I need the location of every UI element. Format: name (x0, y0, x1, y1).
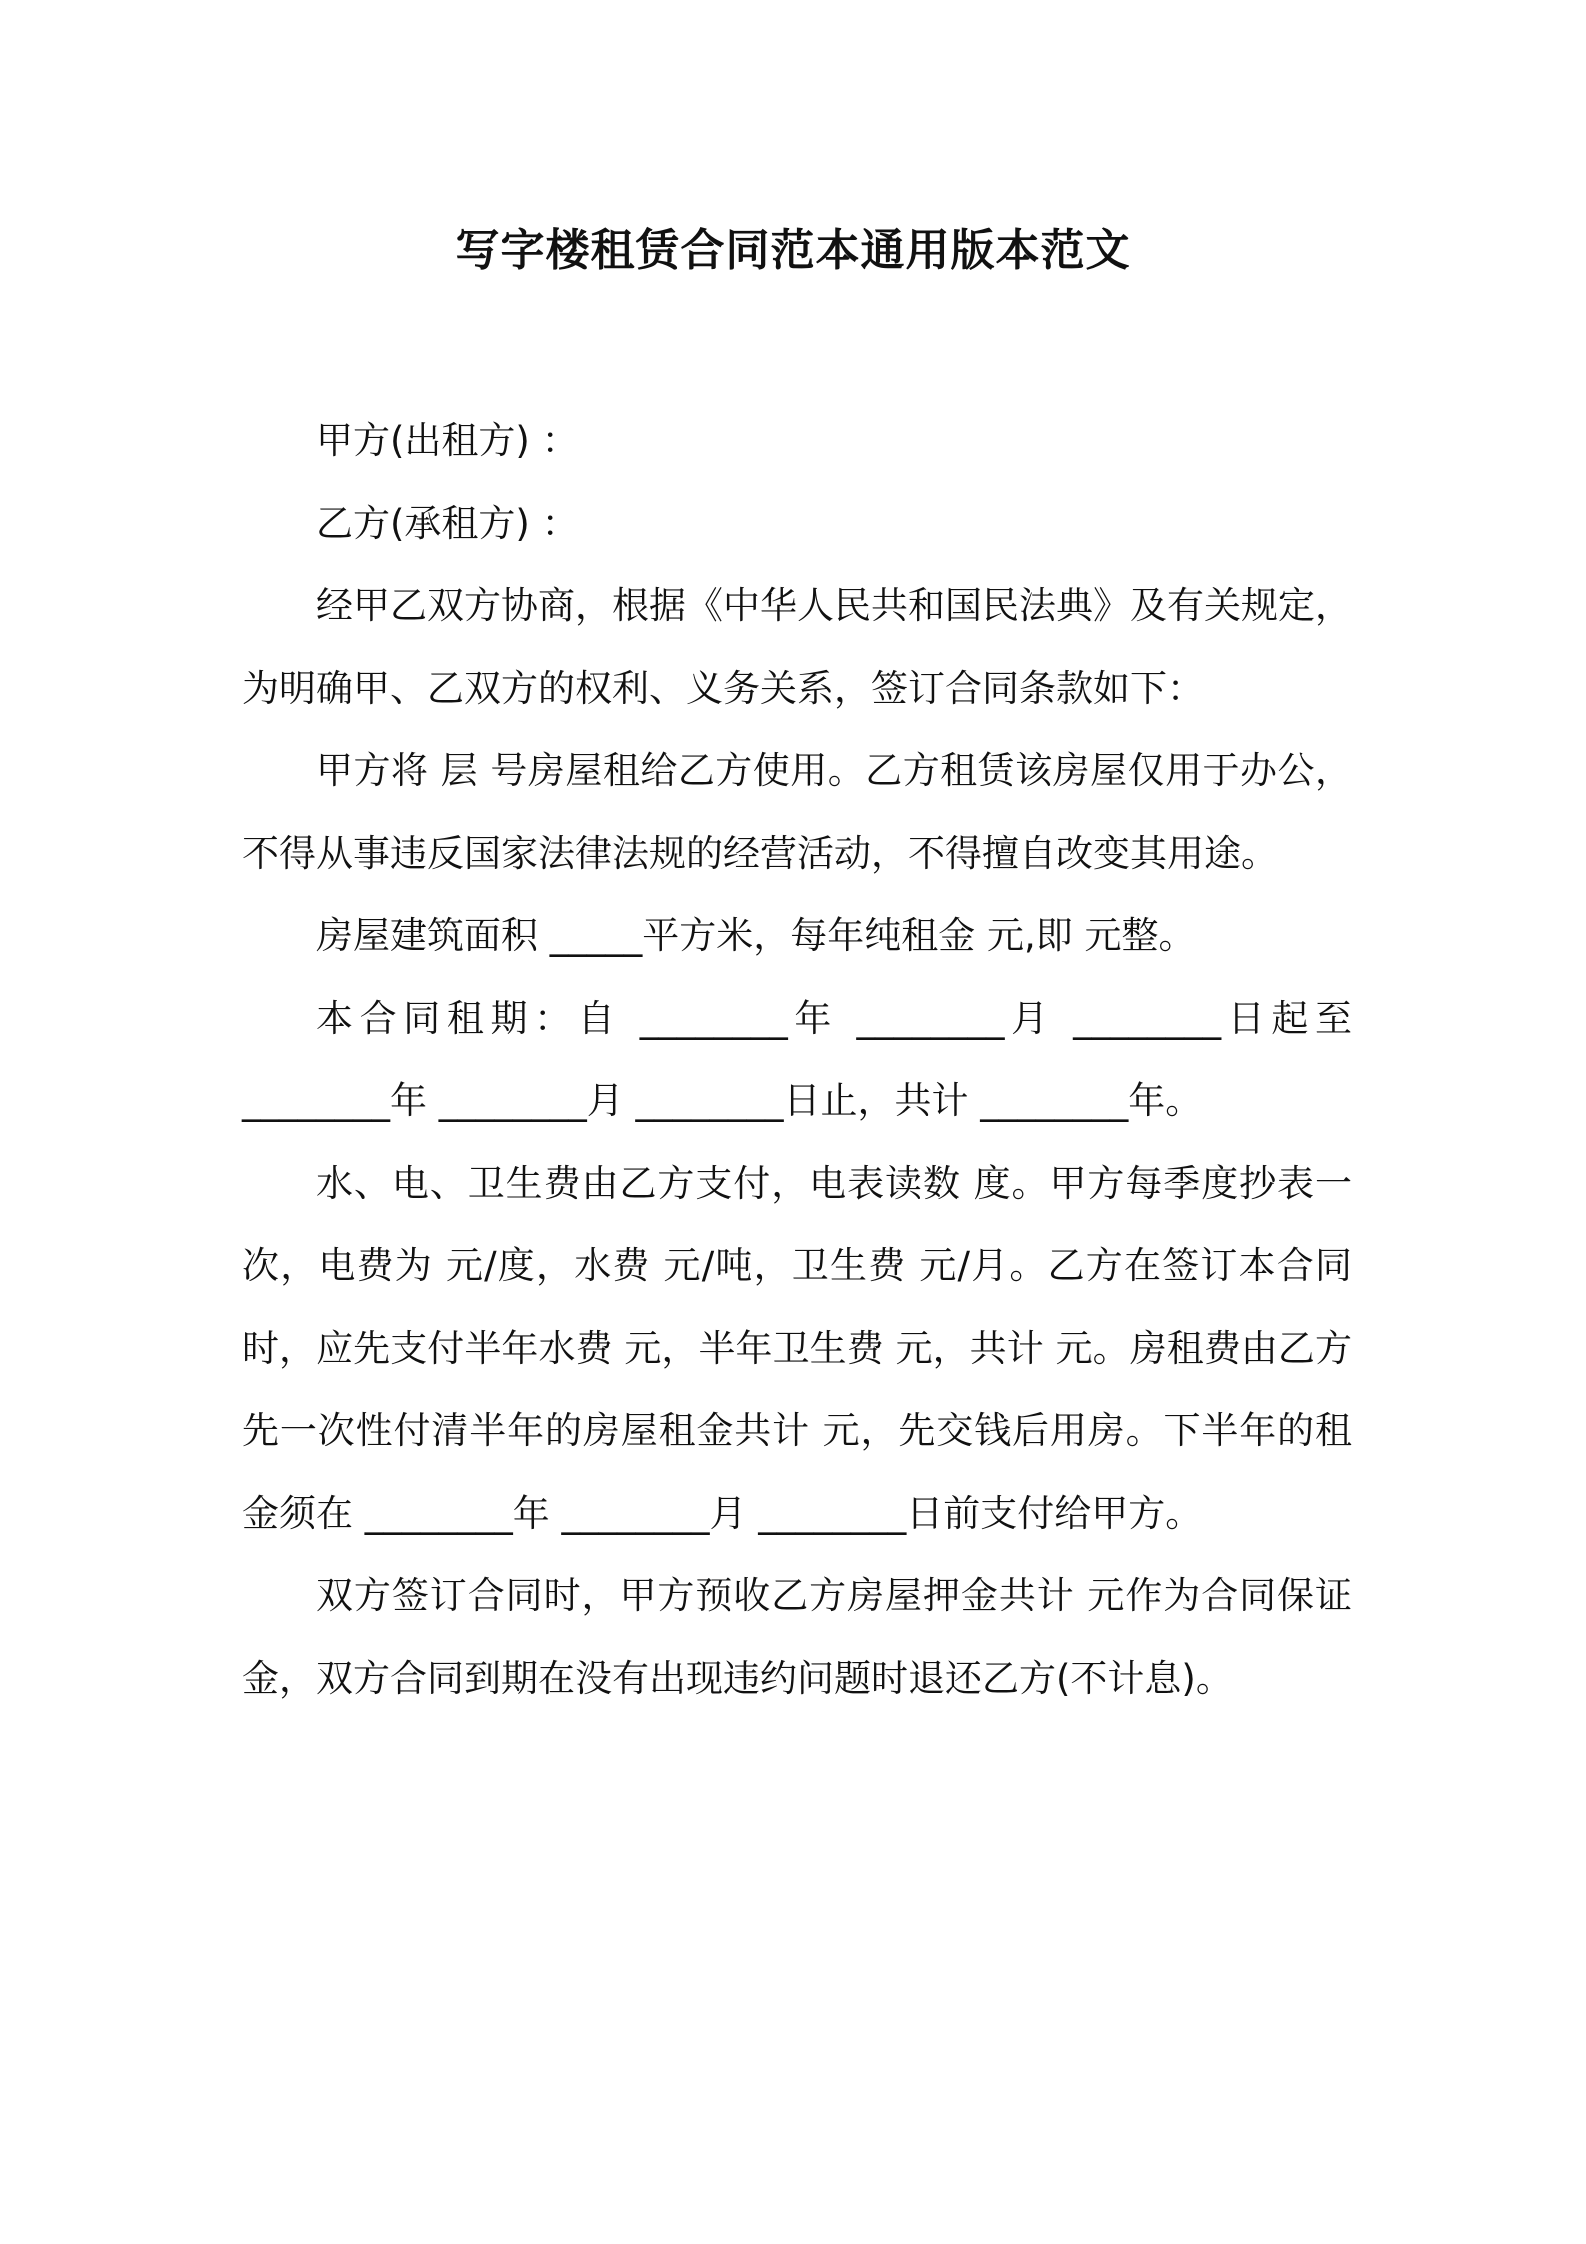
party-b-line: 乙方(承租方) ： (316, 501, 579, 545)
document-body (242, 400, 1352, 1720)
deposit-paragraph: 双方签订合同时，甲方预收乙方房屋押金共计 元作为合同保证金，双方合同到期在没有出现违约问题时退还乙方(不计息)。 (242, 1574, 1352, 1700)
utilities-payment-paragraph: 水、电、卫生费由乙方支付，电表读数 度。甲方每季度抄表一次，电费为 元/度，水费 元/吨，卫生费 元/月。乙方在签订本合同时，应先支付半年水费 元，半年卫生费 元，共计 元。房租费由乙方先一次性付清半年的房屋租金共计 元，先交钱后用房。下半年的租金须在 ________年 ________月 ________日前支付给甲方。 (242, 1161, 1352, 1535)
lease-term-paragraph: 本合同租期：自 ________年 ________月 ________日起至 ________年 ________月 ________日止，共计 ________年。 (242, 996, 1352, 1122)
party-a-line: 甲方(出租方) ： (316, 419, 579, 462)
area-rent-paragraph: 房屋建筑面积 _____平方米，每年纯租金 元,即 元整。 (316, 914, 1196, 957)
document-title: 写字楼租赁合同范本通用版本范文 (455, 225, 1131, 276)
preamble-paragraph: 经甲乙双方协商，根据《中华人民共和国民法典》及有关规定，为明确甲、乙双方的权利、义务关系，签订合同条款如下： (242, 584, 1352, 710)
premises-use-paragraph: 甲方将 层 号房屋租给乙方使用。乙方租赁该房屋仅用于办公，不得从事违反国家法律法规的经营活动，不得擅自改变其用途。 (242, 749, 1352, 875)
